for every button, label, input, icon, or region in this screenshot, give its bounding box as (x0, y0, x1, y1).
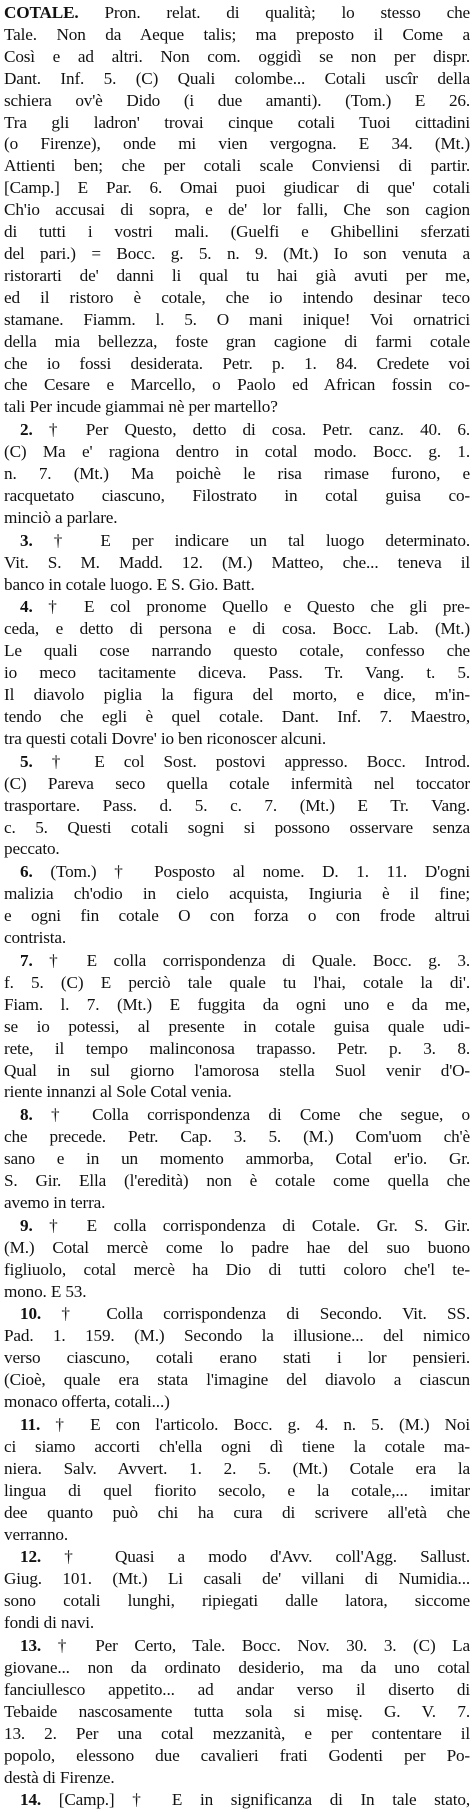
text-line: rete, il tempo malinconosa trapasso. Petr. p. 3. 8. (4, 1038, 470, 1058)
text-line: io meco tacitamente diceva. Pass. Tr. Vang. t. 5. (4, 663, 470, 683)
text-line: 13. 2. Per una cotal mezzanità, e per contentare il (4, 1723, 470, 1743)
sense-heading-line: 14. [Camp.] † E in significanza di In tale stato, (20, 1790, 470, 1810)
sense-8 (4, 1104, 470, 1214)
text-line: avemo in terra. (4, 1192, 106, 1212)
text-line: contrista. (4, 928, 66, 948)
text-line: che Cesare e Marcello, o Paolo ed African fossin co- (4, 375, 470, 395)
sense-heading-line: 12. † Quasi a modo d'Avv. coll'Agg. Sallust. (20, 1547, 470, 1567)
sense-number: 5. (20, 751, 33, 771)
sense-heading-line: 11. † E con l'articolo. Bocc. g. 4. n. 5. (M.) Noi (20, 1415, 470, 1434)
text-line: malizia ch'odio in cielo acquista, Ingiuria è il fine; (4, 884, 470, 904)
text-line: Qual in sul giorno l'amorosa stella Suol venir d'O- (4, 1060, 470, 1080)
text-line: della mia bellezza, foste gran cagione di farmi cotale (4, 331, 470, 351)
text-line: monaco offerta, cotali...) (4, 1392, 170, 1412)
text-line: sano e in un momento ammorba, Cotal er'io. Gr. (4, 1149, 470, 1169)
sense-13 (4, 1635, 470, 1788)
text-line: riente innanzi al Sole Cotal venia. (4, 1082, 232, 1102)
sense-number: 13. (20, 1636, 42, 1656)
text-line: tra questi cotali Dovre' io ben riconoscer alcuni. (4, 728, 327, 748)
text-line: che io fossi desiderata. Petr. p. 1. 84. Credete voi (4, 353, 470, 373)
sense-heading-line: 13. † Per Certo, Tale. Bocc. Nov. 30. 3. (C) La (20, 1636, 470, 1656)
text-line: mono. E 53. (4, 1281, 87, 1301)
sense-number: 9. (20, 1215, 33, 1235)
text-line: verranno. (4, 1524, 69, 1544)
sense-9 (4, 1215, 470, 1303)
text-line: stamane. Fiamm. l. 5. O mani inique! Voi ornatrici (4, 309, 470, 329)
text-line: Tale. Non da Aeque talis; ma preposto il Come a (4, 24, 470, 44)
sense-3 (4, 530, 470, 596)
sense-number: 10. (20, 1304, 42, 1324)
text-line: di tutti i vostri mali. (Guelfi e Ghibellini sferzati (4, 222, 470, 242)
sense-heading-line: 3. † E per indicare un tal luogo determinato. (20, 530, 470, 550)
text-line: niera. Salv. Avvert. 1. 2. 5. (Mt.) Cotale era la (4, 1458, 470, 1478)
sense-7 (4, 950, 470, 1103)
text-line: Ch'io accusai di sopra, e de' lor falli, Che son cagion (4, 200, 470, 220)
text-line: f. 5. (C) E perciò tale quale tu l'hai, cotale la di'. (4, 972, 470, 992)
sense-12 (4, 1546, 470, 1634)
text-line: fanciullesco appetito... ad andar verso il diserto di (4, 1679, 470, 1699)
text-line: lingua di quel fiorito secolo, e la cotale,... imitar (4, 1480, 470, 1500)
sense-number: 11. (20, 1415, 41, 1434)
sense-number: 6. (20, 862, 33, 882)
text-line: Così e ad altri. Non com. oggidì se non per dispr. (4, 46, 470, 66)
sense-11 (4, 1414, 470, 1545)
dictionary-page (4, 2, 470, 1812)
sense-6 (4, 861, 470, 949)
text-line: Il diavolo piglia la figura del morto, e dice, m'in- (4, 685, 470, 705)
text-line: Fiam. l. 7. (Mt.) E fuggita da ogni uno e da me, (4, 994, 470, 1014)
text-line: Giug. 101. (Mt.) Li casali de' villani di Numidia... (4, 1569, 470, 1589)
sense-number: 14. (20, 1790, 42, 1810)
sense-4 (4, 596, 470, 749)
text-line: peccato. (4, 839, 60, 859)
text-line: verso ciascuno, cotali erano stati i lor pensieri. (4, 1348, 470, 1368)
sense-heading-line: 10. † Colla corrispondenza di Secondo. Vit. SS. (20, 1304, 470, 1324)
text-line: del pari.) = Bocc. g. 5. n. 9. (Mt.) Io son venuta a (4, 243, 470, 263)
sense-heading-line: 6. (Tom.) † Posposto al nome. D. 1. 11. D'ogni (20, 862, 470, 882)
text-line: ristorarti de' danni li qual tu hai già avuti per me, (4, 265, 470, 285)
text-line: Pad. 1. 159. (M.) Secondo la illusione... del nimico (4, 1326, 470, 1346)
text-line: che precede. Petr. Cap. 3. 5. (M.) Com'uom ch'è (4, 1127, 470, 1147)
text-line: minciò a parlare. (4, 507, 118, 527)
sense-number: 3. (20, 530, 33, 550)
text-line: c. 5. Questi cotali sogni si possono osservare senza (4, 817, 470, 837)
sense-heading-line: 4. † E col pronome Quello e Questo che gli pre- (20, 597, 470, 617)
sense-number: 12. (20, 1547, 42, 1567)
sense-5 (4, 751, 470, 861)
text-line: sono cotali lunghi, ripiegati dalle latora, siccome (4, 1591, 470, 1611)
text-line: banco in cotale luogo. E S. Gio. Batt. (4, 574, 255, 594)
text-line: tendo che egli è quel cotale. Dant. Inf. 7. Maestro, (4, 707, 470, 726)
text-line: COTALE. Pron. relat. di qualità; lo stesso che (4, 3, 470, 22)
text-line: ceda, e detto di persona e di cosa. Bocc. Lab. (Mt.) (4, 619, 470, 639)
sense-2 (4, 419, 470, 529)
text-line: Attienti ben; che per cotali scale Conviensi di partir. (4, 156, 470, 176)
text-line: Tebaide nascosamente tutta sola si misę. G. V. 7. (4, 1701, 470, 1721)
text-line: [Camp.] E Par. 6. Omai puoi giudicar di que' cotali (4, 178, 470, 198)
sense-heading-line: 5. † E col Sost. postovi appresso. Bocc. Introd. (20, 751, 470, 771)
sense-number: 2. (20, 420, 33, 440)
text-line: trasportare. Pass. d. 5. c. 7. (Mt.) E Tr. Vang. (4, 795, 470, 815)
text-line: Le quali cose narrando questo cotale, confesso che (4, 641, 470, 661)
text-line: Tra gli ladron' trovai cinque cotali Tuoi cittadini (4, 112, 470, 132)
text-line: (Cioè, quale era stata l'imagine del diavolo a ciascun (4, 1370, 470, 1390)
text-line: se io potessi, al presente in cotale guisa quale udi- (4, 1016, 470, 1036)
text-line: schiera ov'è Dido (i due amanti). (Tom.) E 26. (4, 90, 470, 110)
text-line: (o Firenze), onde mi vien vergogna. E 34. (Mt.) (4, 134, 470, 154)
text-line: racquetato ciascuno, Filostrato in cotal guisa co- (4, 485, 470, 505)
sense-heading-line: 9. † E colla corrispondenza di Cotale. Gr. S. Gir. (20, 1215, 470, 1235)
text-line: giovane... non da ordinato desiderio, ma da uno cotal (4, 1657, 470, 1677)
sense-heading-line: 7. † E colla corrispondenza di Quale. Bocc. g. 3. (20, 950, 470, 970)
text-line: fondi di navi. (4, 1613, 95, 1633)
sense-number: 4. (20, 597, 33, 617)
text-line: e ogni fin cotale O con forza o con frode altrui (4, 906, 470, 926)
text-line: S. Gir. Ella (l'eredità) non è cotale come quella che (4, 1171, 470, 1191)
sense-14 (4, 1789, 470, 1811)
text-line: ci siamo accorti ch'ella ogni dì tiene la cotale ma- (4, 1436, 470, 1456)
sense-heading-line: 2. † Per Questo, detto di cosa. Petr. canz. 40. 6. (20, 420, 470, 440)
text-line: tali Per incude giammai nè per martello? (4, 397, 278, 417)
sense-number: 7. (20, 950, 33, 970)
entry-cotale (4, 2, 470, 418)
text-line: (C) Pareva seco quella cotale infermità nel toccator (4, 773, 470, 793)
text-line: ed il ristoro è cotale, che io intendo desinar teco (4, 287, 470, 307)
text-line: Dant. Inf. 5. (C) Quali colombe... Cotali uscîr della (4, 68, 470, 88)
text-line: n. 7. (Mt.) Ma poichè le risa rimase furono, e (4, 464, 470, 484)
sense-10 (4, 1303, 470, 1413)
text-line: destà di Firenze. (4, 1767, 115, 1787)
text-line: (M.) Cotal mercè come lo padre hae del suo buono (4, 1237, 470, 1257)
sense-number: 8. (20, 1105, 33, 1125)
text-line: dee quanto può chi ha cura di scrivere all'età che (4, 1502, 470, 1522)
text-line: figliuolo, cotal mercè ha Dio di tutti coloro che'l te- (4, 1259, 470, 1279)
text-line: (C) Ma e' ragiona dentro in cotal modo. Bocc. g. 1. (4, 442, 470, 462)
headword: COTALE. (4, 3, 79, 22)
sense-heading-line: 8. † Colla corrispondenza di Come che segue, o (20, 1105, 470, 1125)
text-line: Vit. S. M. Madd. 12. (M.) Matteo, che... teneva il (4, 552, 470, 572)
text-line: popolo, elessono due cavalieri frati Godenti per Po- (4, 1745, 470, 1765)
